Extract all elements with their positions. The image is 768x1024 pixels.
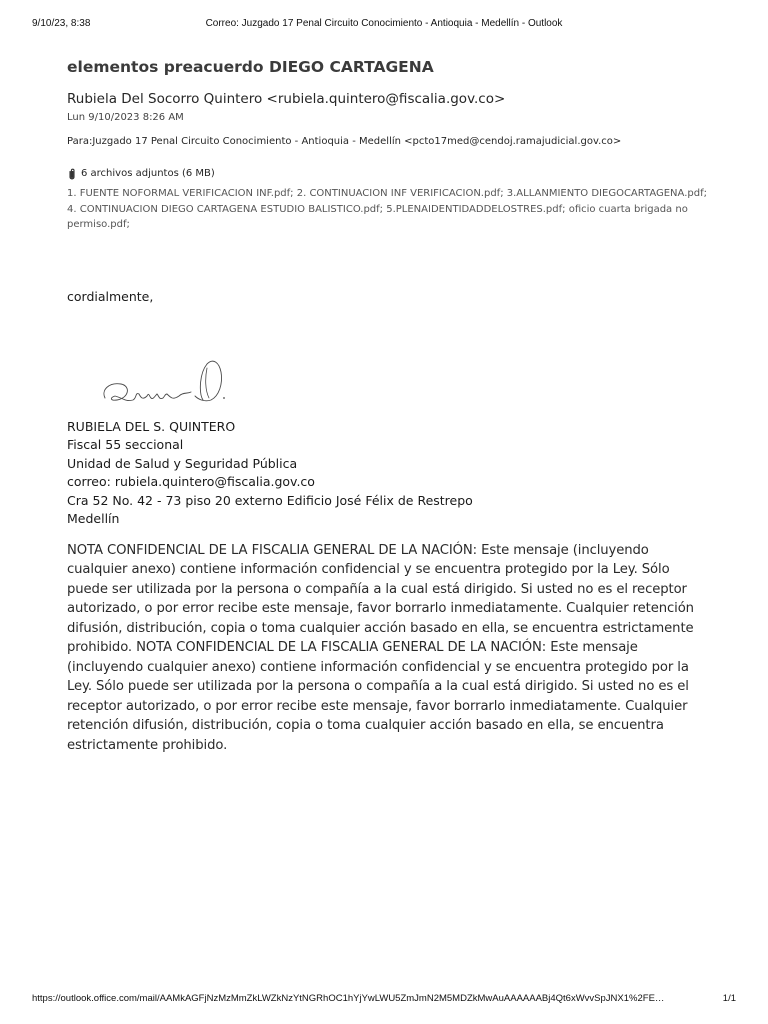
email-message	[67, 56, 717, 755]
signature-city: Medellín	[67, 511, 120, 526]
print-page-title: Correo: Juzgado 17 Penal Circuito Conocimiento - Antioquia - Medellín - Outlook	[205, 18, 563, 29]
print-url: https://outlook.office.com/mail/AAMkAGFjNzMzMmZkLWZkNzYtNGRhOC1hYjYwLWU5ZmJmN2M5MDZkMwAuAAAAAABj4Qt6xWvvSpJNX1%2FE…	[32, 993, 665, 1004]
attachments-summary: 6 archivos adjuntos (6 MB)	[81, 168, 215, 179]
attachments-header[interactable]	[67, 167, 717, 181]
print-page-number: 1/1	[722, 993, 736, 1004]
signature-role: Fiscal 55 seccional	[67, 437, 184, 452]
attachments-list[interactable]: 1. FUENTE NOFORMAL VERIFICACION INF.pdf; 2. CONTINUACION INF VERIFICACION.pdf; 3.ALLANMIENTO DIEGOCARTAGENA.pdf; 4. CONTINUACION DIEGO CARTAGENA ESTUDIO BALISTICO.pdf; 5.PLENAIDENTIDADDELOSTRES.pdf; oficio cuarta brigada no permiso.pdf;	[67, 188, 707, 230]
print-header	[32, 18, 736, 32]
signature-email[interactable]: correo: rubiela.quintero@fiscalia.gov.co	[67, 474, 315, 489]
confidentiality-notice: NOTA CONFIDENCIAL DE LA FISCALIA GENERAL DE LA NACIÓN: Este mensaje (incluyendo cualquier anexo) contiene información confidencial y se encuentra protegido por la Ley. Sólo puede ser utilizada por la persona o compañía a la cual está dirigido. Si usted no es el receptor autorizado, o por error recibe este mensaje, favor borrarlo inmediatamente. Cualquier retención difusión, distribución, copia o toma cualquier acción basado en ella, se encuentra estrictamente prohibido. NOTA CONFIDENCIAL DE LA FISCALIA GENERAL DE LA NACIÓN: Este mensaje (incluyendo cualquier anexo) contiene información confidencial y se encuentra protegido por la Ley. Sólo puede ser utilizada por la persona o compañía a la cual está dirigido. Si usted no es el receptor autorizado, o por error recibe este mensaje, favor borrarlo inmediatamente. Cualquier retención difusión, distribución, copia o toma cualquier acción basado en ella, se encuentra estrictamente prohibido.	[67, 542, 694, 753]
email-recipient[interactable]: Para:Juzgado 17 Penal Circuito Conocimiento - Antioquia - Medellín <pcto17med@cendoj.ramajudicial.gov.co>	[67, 136, 622, 147]
email-subject: elementos preacuerdo DIEGO CARTAGENA	[67, 58, 434, 76]
print-datetime: 9/10/23, 8:38	[32, 18, 91, 29]
handwritten-signature	[95, 354, 235, 414]
signature-block	[67, 418, 717, 529]
email-greeting: cordialmente,	[67, 288, 154, 304]
email-date: Lun 9/10/2023 8:26 AM	[67, 112, 184, 123]
print-footer	[32, 993, 736, 1007]
paperclip-icon	[68, 168, 76, 180]
signature-name: RUBIELA DEL S. QUINTERO	[67, 418, 236, 434]
email-sender[interactable]: Rubiela Del Socorro Quintero <rubiela.quintero@fiscalia.gov.co>	[67, 91, 506, 107]
signature-address: Cra 52 No. 42 - 73 piso 20 externo Edificio José Félix de Restrepo	[67, 492, 473, 508]
signature-unit: Unidad de Salud y Seguridad Pública	[67, 455, 298, 471]
